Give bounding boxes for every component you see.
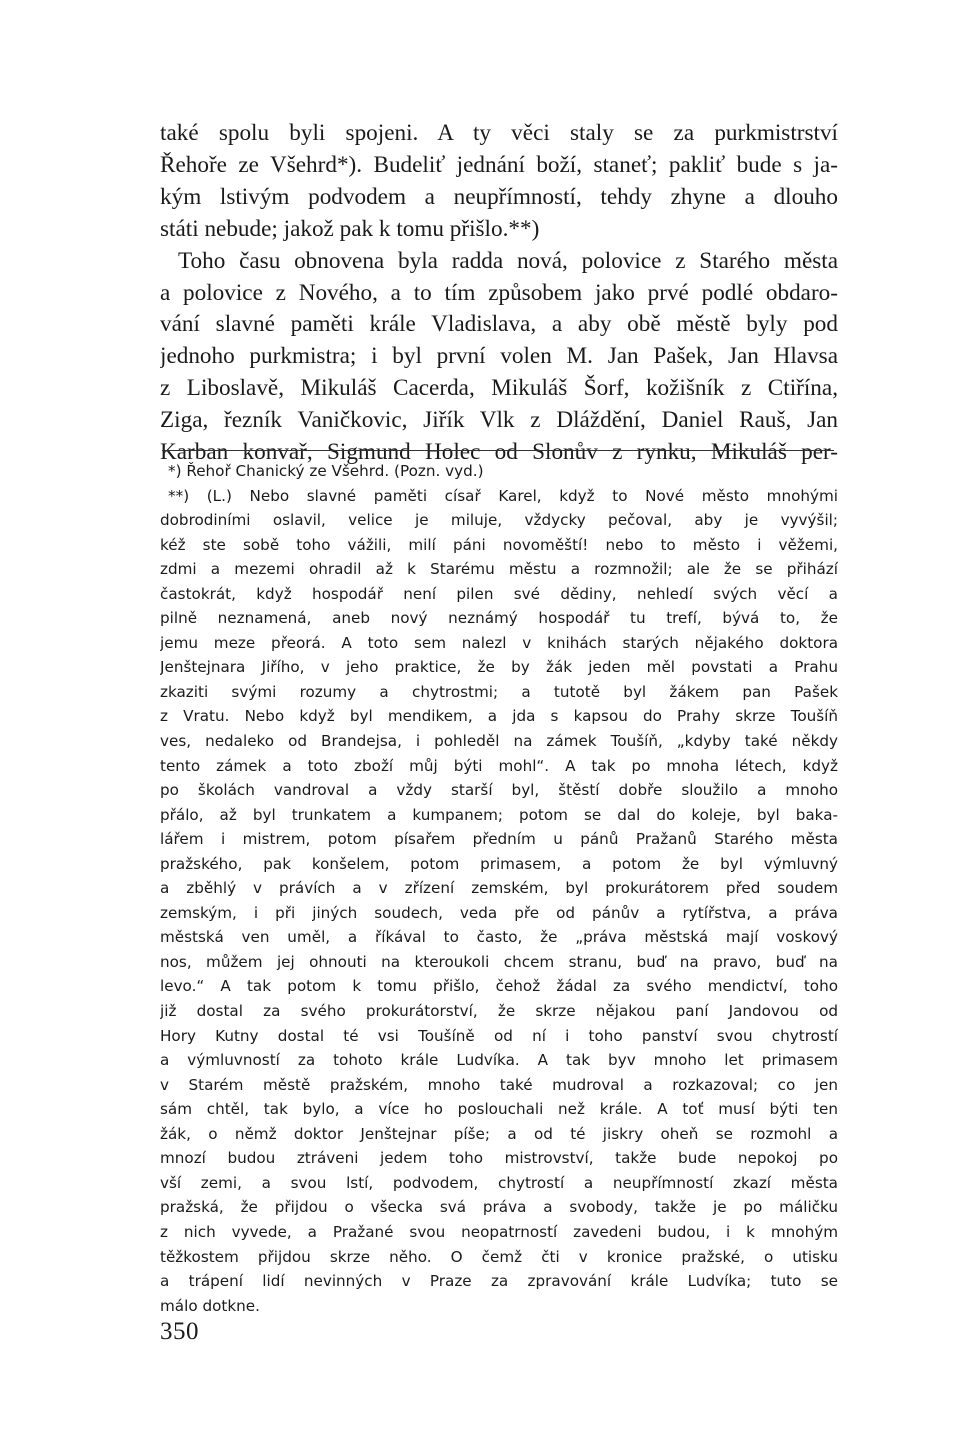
footnote-line: zkaziti svými rozumy a chytrostmi; a tutotě byl žákem pan Pašek xyxy=(160,682,838,701)
body-line: vání slavné paměti krále Vladislava, a aby obě městě byly pod xyxy=(160,311,838,338)
footnote-line: již dostal za svého prokurátorství, že skrze nějakou paní Jandovou od xyxy=(160,1002,838,1021)
footnotes xyxy=(160,459,838,1318)
footnote-line: pilně neznamená, aneb nový neznámý hospodář tu trefí, bývá to, že xyxy=(160,609,838,628)
body-line: Toho času obnovena byla radda nová, polovice z Starého města xyxy=(178,247,838,274)
footnote-line: z Vratu. Nebo když byl mendikem, a jda s kapsou do Prahy skrze Toušíň xyxy=(160,707,838,726)
footnote-line: častokrát, když hospodář není pilen své dědiny, nehledí svých věcí a xyxy=(160,584,838,603)
footnote-line: městská ven uměl, a říkával to často, že „práva městská mají voskový xyxy=(160,928,838,947)
body-line: z Liboslavě, Mikuláš Cacerda, Mikuláš Šorf, kožišník z Ctiřína, xyxy=(160,375,838,402)
page-number: 350 xyxy=(160,1318,199,1345)
body-line: Ziga, řezník Vaničkovic, Jiřík Vlk z Dláždění, Daniel Rauš, Jan xyxy=(160,407,838,434)
body-paragraph xyxy=(160,118,838,469)
footnote-line: těžkostem přijdou skrze něho. O čemž čti v kronice pražské, o utisku xyxy=(160,1247,838,1266)
footnote-line: nos, můžem jej ohnouti na kteroukoli chcem stranu, buď na pravo, buď na xyxy=(160,952,838,971)
body-line: Řehoře ze Všehrd*). Budeliť jednání boží, staneť; pakliť bude s ja- xyxy=(160,151,838,178)
footnote-line: a trápení lidí nevinných v Praze za zpravování krále Ludvíka; tuto se xyxy=(160,1272,838,1291)
footnote-line: v Starém městě pražském, mnoho také mudroval a rozkazoval; co jen xyxy=(160,1075,838,1094)
footnote-line: po školách vandroval a vždy starší byl, štěstí dobře sloužilo a mnoho xyxy=(160,781,838,800)
footnote-line: tento zámek a toto zboží můj býti mohl“. A tak po mnoha létech, když xyxy=(160,756,838,775)
body-line: také spolu byli spojeni. A ty věci staly se za purkmistrství xyxy=(160,120,838,146)
footnote-line: vší zemi, a svou lstí, podvodem, chytrostí a neupřímností zkazí města xyxy=(160,1173,838,1192)
body-line: Karban konvař, Sigmund Holec od Slonův z rynku, Mikuláš per- xyxy=(160,439,838,466)
footnote-line: žák, o němž doktor Jenštejnar píše; a od té jiskry oheň se rozmohl a xyxy=(160,1124,838,1143)
footnote-line: mnozí budou ztráveni jedem toho mistrovství, takže bude nepokoj po xyxy=(160,1149,838,1168)
footnote-line: pražského, pak konšelem, potom primasem, a potom že byl výmluvný xyxy=(160,854,838,873)
body-line: státi nebude; jakož pak k tomu přišlo.**) xyxy=(160,215,540,242)
footnote-line: přálo, až byl trunkatem a kumpanem; potom se dal do koleje, byl baka- xyxy=(160,805,838,824)
footnote-separator xyxy=(162,450,834,451)
main-body xyxy=(160,118,838,469)
footnote-line: a zběhlý v právích a v zřízení zemském, byl prokurátorem před soudem xyxy=(160,879,838,898)
footnote-line: zdmi a mezemi ohradil až k Starému městu a rozmnožil; ale že se přihází xyxy=(160,560,838,579)
body-line: kým lstivým podvodem a neupřímností, tehdy zhyne a dlouho xyxy=(160,183,838,210)
footnote-line: pražská, že přijdou o všecka svá práva a svobody, takže je po máličku xyxy=(160,1198,838,1217)
footnote-line: sám chtěl, tak bylo, a více ho poslouchali než krále. A toť musí býti ten xyxy=(160,1100,838,1119)
footnote-line: lářem i mistrem, potom písařem předním u pánů Pražanů Starého města xyxy=(160,830,838,849)
body-line: jednoho purkmistra; i byl první volen M. Jan Pašek, Jan Hlavsa xyxy=(160,343,838,370)
footnote-line: z nich vyvede, a Pražané svou neopatrností zavedeni budou, i k mnohým xyxy=(160,1222,838,1241)
footnote-line: a výmluvností za tohoto krále Ludvíka. A tak byv mnoho let primasem xyxy=(160,1051,838,1070)
footnote-line: dobrodiními oslavil, velice je miluje, vždycky pečoval, aby je vyvýšil; xyxy=(160,511,838,530)
footnote-1: *) Řehoř Chanický ze Všehrd. (Pozn. vyd.) xyxy=(168,462,484,480)
footnote-line: kéž ste sobě toho vážili, milí páni novoměští! nebo to město i věžemi, xyxy=(160,535,838,554)
footnote-line: **) (L.) Nebo slavné paměti císař Karel, když to Nové město mnohými xyxy=(168,486,838,505)
footnote-line: ves, nedaleko od Brandejsa, i pohleděl na zámek Toušíň, „kdyby také někdy xyxy=(160,732,838,751)
footnote-line: málo dotkne. xyxy=(160,1296,260,1315)
footnote-line: Hory Kutny dostal té vsi Toušíně od ní i toho panství svou chytrostí xyxy=(160,1026,838,1045)
footnote-line: Jenštejnara Jiřího, v jeho praktice, že by žák jeden měl povstati a Prahu xyxy=(160,658,838,677)
footnote-line: jemu meze přeorá. A toto sem nalezl v knihách starých nějakého doktora xyxy=(160,633,838,652)
footnote-line: zemským, i při jiných soudech, veda pře od pánův a rytířstva, a práva xyxy=(160,903,838,922)
footnote-line: levo.“ A tak potom k tomu přišlo, čehož žádal za svého mendictví, toho xyxy=(160,977,838,996)
body-line: a polovice z Nového, a to tím způsobem jako prvé podlé obdaro- xyxy=(160,279,838,306)
